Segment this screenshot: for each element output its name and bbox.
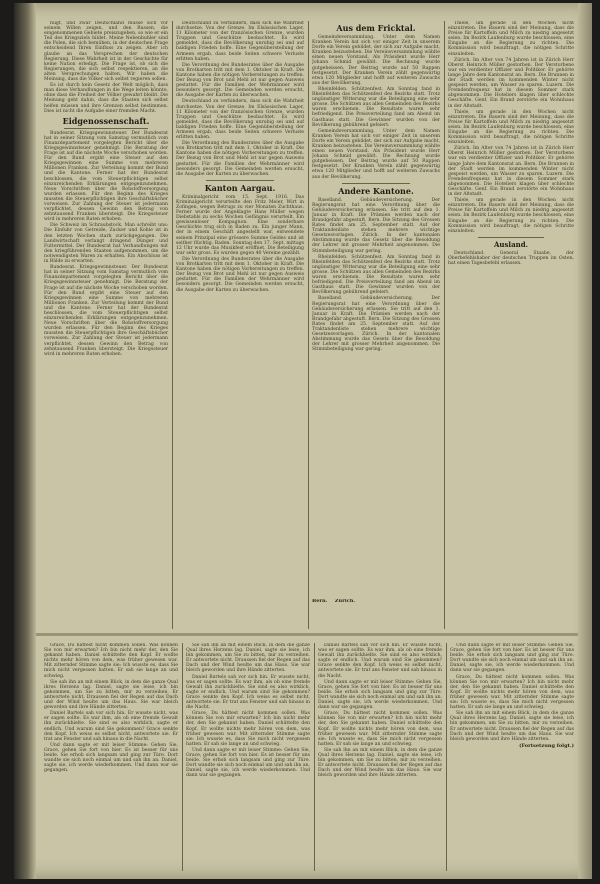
column-2: [176, 21, 304, 629]
story-text: Sie sah ihn an mit einem Blick, in dem die ganze Qual ihres Herzens lag. Daniel, sagte sie leise, ich bin gekommen, um Sie zu bitten, mir zu verzeihen. Er antwortete nicht. Draussen fiel der Regen auf das Dach und der Wind heulte um das Haus. Sie war bleich geworden und ihre Hände zitterten.: [44, 679, 178, 711]
feuilleton-col-2: [186, 643, 310, 871]
article-text: Die Verordnung des Bundesrates über die Ausgabe von Brotkarten tritt mit dem 1. Oktober in Kraft. Die Kantone haben die nötigen Vorbereitungen zu treffen. Der Bezug von Brot und Mehl ist nur gegen Ausweis gestattet. Für die Familien der Wehrmänner wird besonders gesorgt. Die Gemeinden werden ersucht, die Ausgabe der Karten zu überwachen.: [176, 62, 304, 99]
story-text: Grace, Du hättest nicht kommen sollen. Was können Sie von mir erwarten? Ich bin nicht mehr der, den Sie gekannt haben. Daniel schüttelte den Kopf. Er wollte nichts mehr hören von dem, was früher gewesen war. Mit zitternder Stimme sagte sie: Ich wusste es, dass Sie mich nicht vergessen hatten. Er sah sie lange an und schwieg.: [450, 674, 574, 711]
article-text: Die Schweiz im Schraubstock. Man schreibt uns: Die Einfuhr von Getreide, Zucker und Kohle ist in den letzten Wochen stark zurückgegangen. Die Landwirtschaft verlangt dringend Dünger und Futtermittel. Der Bundesrat hat Verhandlungen mit den kriegführenden Staaten aufgenommen, um die notwendigsten Waren zu erhalten. Ein Abschluss ist in Bälde zu erwarten.: [44, 223, 168, 265]
story-text: Daniel Bartels sah vor sich hin. Er wusste nicht, was er sagen sollte. Es war ihm, als ob eine fremde Gewalt ihn zurückhielte. Sie sind es also wirklich, sagte er endlich. Und warum sind Sie gekommen? Grace senkte den Kopf. Ich weiss es selbst nicht, antwortete sie. Er trat ans Fenster und sah hinaus in die Nacht.: [318, 643, 442, 679]
story-text: Sie sah ihn an mit einem Blick, in dem die ganze Qual ihres Herzens lag. Daniel, sagte sie leise, ich bin gekommen, um Sie zu bitten, mir zu verzeihen. Er antwortete nicht. Draussen fiel der Regen auf das Dach und der Wind heulte um das Haus. Sie war bleich geworden und ihre Hände zitterten.: [186, 643, 310, 674]
story-text: Und dann sagte er mit leiser Stimme: Gehen Sie, Grace, gehen Sie fort von hier. Es ist besser für uns beide. Sie erhob sich langsam und ging zur Türe. Dort wandte sie sich noch einmal um und sah ihn an. Daniel, sagte sie, ich werde wiederkommen. Und dann war sie gegangen.: [450, 643, 574, 674]
column-1: [44, 21, 168, 629]
column-rule: [314, 643, 315, 871]
headline-eidgenossenschaft: Eidgenossenschaft.: [62, 115, 150, 126]
article-text: Die Verordnung des Bundesrates über die Ausgabe von Brotkarten tritt mit dem 1. Oktober in Kraft. Die Kantone haben die nötigen Vorbereitungen zu treffen. Der Bezug von Brot und Mehl ist nur gegen Ausweis gestattet. Für die Familien der Wehrmänner wird besonders gesorgt. Die Gemeinden werden ersucht, die Ausgabe der Karten zu überwachen.: [176, 256, 304, 293]
headline-underline: [64, 128, 148, 129]
article-text: Rheinfelden. Schützenfest. Am Sonntag fand in Rheinfelden das Schützenfest des Bezirks statt. Trotz ungünstiger Witterung war die Beteiligung eine sehr grosse. Die Schützen aus allen Gemeinden des Bezirks waren erschienen. Die Resultate waren sehr befriedigend. Die Preisverteilung fand am Abend im Gasthaus statt. Die Gewinner wurden von der Bevölkerung gebührend gefeiert.: [312, 86, 440, 128]
article-text: Deutschland. General Staabe, der Oberbefehlshaber der deutschen Truppen im Osten, hat einen Tagesbefehl erlassen.: [448, 250, 574, 267]
column-rule: [444, 21, 445, 629]
feuilleton-col-3: [318, 643, 442, 871]
subhead-zuerich: Zürich.: [334, 599, 356, 604]
article-text: Die Verordnung des Bundesrates über die Ausgabe von Brotkarten tritt mit dem 1. Oktober in Kraft. Die Kantone haben die nötigen Vorbereitungen zu treffen. Der Bezug von Brot und Mehl ist nur gegen Ausweis gestattet. Für die Familien der Wehrmänner wird besonders gesorgt. Die Gemeinden werden ersucht, die Ausgabe der Karten zu überwachen.: [176, 141, 304, 177]
section-rule: [342, 183, 410, 184]
story-text: Daniel Bartels sah vor sich hin. Er wusste nicht, was er sagen sollte. Es war ihm, als ob eine fremde Gewalt ihn zurückhielte. Sie sind es also wirklich, sagte er endlich. Und warum sind Sie gekommen? Grace senkte den Kopf. Ich weiss es selbst nicht, antwortete sie. Er trat ans Fenster und sah hinaus in die Nacht.: [44, 711, 178, 742]
feuilleton-col-4: [450, 643, 574, 871]
section-rule: [206, 180, 274, 181]
subhead-row: [312, 599, 440, 613]
book-spine: [14, 3, 36, 879]
subhead-bern: Bern.: [312, 599, 328, 604]
article-text: Deutschland zu verhindern, dass sich die Wahrheit durchsetze. Von der Grenze. Im Elsässischen Lager, 11 Kilometer von der französischen Grenze, wurden Truppen und Geschütze beobachtet. Es wird gemeldet, dass die Bevölkerung unruhig sei und auf baldigen Frieden hoffe. Eine Gegenüberstellung der Armeen ergab, dass beide Seiten schwere Verluste erlitten haben.: [176, 99, 304, 141]
article-text: Es ist durch kein Gesetz der Welt möglich, dass man diese Verhandlungen in die Wege leiten könnte, ohne dass die Freiheit der Völker gewahrt bleibt. Die Meinung geht dahin, dass die Staaten sich selbst helfen müssen und ihre Grenzen selbst bestimmen. Dies ist nicht die Aufgabe einer fremden Macht.: [44, 83, 168, 114]
column-4: [448, 21, 574, 629]
headline-kanton-aargau: Kanton Aargau.: [204, 182, 276, 193]
feuilleton-col-1: [44, 643, 178, 871]
column-3: [312, 21, 440, 629]
article-text: Kriminalgericht vom 15. Sept. 1916. Das Kriminalgericht verurteilte den Fritz Meier, Wirt in Zofingen, wegen Betrugs zu vier Monaten Zuchthaus. Ferner wurde der Angeklagte Hans Müller wegen Diebstahls zu sechs Wochen Gefängnis verurteilt. Ein gewissenloser Kompagnon. Eine sonderbare Geschichte trug sich in Baden zu. Ein junger Mann, der in einem Geschäft angestellt war, entwendete seinem Prinzipal eine grössere Summe Geldes und ist seither flüchtig. Baden. Sonntag den 17. Sept. mittags 12 Uhr wurde das Musikfest eröffnet. Die Beteiligung war sehr gross. Es wurden gegen 40 Vereine gezählt.: [176, 194, 304, 256]
article-text: Baselland. Gebäudeversicherung. Der Regierungsrat hat eine Verordnung über die Gebäudeversicherung erlassen. Sie tritt auf den 1. Januar in Kraft. Die Prämien werden nach der Brandgefahr abgestuft. Bern. Die Sitzung des Grossen Rates findet am 25. September statt. Auf der Traktandenliste stehen mehrere wichtige Gesetzesvorlagen. Zürich. In der kantonalen Abstimmung wurde das Gesetz über die Besoldung der Lehrer mit grosser Mehrheit angenommen. Die Stimmbeteiligung war gering.: [312, 197, 440, 254]
headline-aus-dem-fricktal: Aus dem Fricktal.: [336, 23, 416, 33]
article-text: Deutschland zu verhindern, dass sich die Wahrheit durchsetze. Von der Grenze. Im Elsässischen Lager, 11 Kilometer von der französischen Grenze, wurden Truppen und Geschütze beobachtet. Es wird gemeldet, dass die Bevölkerung unruhig sei und auf baldigen Frieden hoffe. Eine Gegenüberstellung der Armeen ergab, dass beide Seiten schwere Verluste erlitten haben.: [176, 21, 304, 62]
story-text: Sie sah ihn an mit einem Blick, in dem die ganze Qual ihres Herzens lag. Daniel, sagte sie leise, ich bin gekommen, um Sie zu bitten, mir zu verzeihen. Er antwortete nicht. Draussen fiel der Regen auf das Dach und der Wind heulte um das Haus. Sie war bleich geworden und ihre Hände zitterten.: [318, 747, 442, 779]
story-text: Grace, Du hättest nicht kommen sollen. Was können Sie von mir erwarten? Ich bin nicht mehr der, den Sie gekannt haben. Daniel schüttelte den Kopf. Er wollte nichts mehr hören von dem, was früher gewesen war. Mit zitternder Stimme sagte sie: Ich wusste es, dass Sie mich nicht vergessen hatten. Er sah sie lange an und schwieg.: [44, 643, 178, 679]
article-text: Gemeindeversammlung. Unter dem Namen Kranken Verein hat sich vor einiger Zeit in unserem Dorfe ein Verein gebildet, der sich zur Aufgabe macht, Kranken beizustehen. Die Vereinsversammlung wählte einen neuen Vorstand. Als Präsident wurde Herr Johann Schmid gewählt. Die Rechnung wurde gutgeheissen. Der Beitrag wurde auf 50 Rappen festgesetzt. Der Kranken Verein zählt gegenwärtig etwa 120 Mitglieder und hofft auf weiteren Zuwachs aus der Bevölkerung.: [312, 35, 440, 86]
article-text: Thiele, um gerade in den Wochen nicht einzutreten. Die Bauern sind der Meinung, dass die Preise für Kartoffeln und Milch zu niedrig angesetzt seien. Im Bezirk Laufenburg wurde beschlossen, eine Eingabe an die Regierung zu richten. Die Kommission wird beauftragt, die nötigen Schritte einzuleiten.: [448, 109, 574, 146]
headline-andere-kantone: Andere Kantone.: [338, 185, 414, 196]
column-rule: [446, 643, 447, 871]
article-text: Gemeindeversammlung. Unter dem Namen Kranken Verein hat sich vor einiger Zeit in unserem Dorfe ein Verein gebildet, der sich zur Aufgabe macht, Kranken beizustehen. Die Vereinsversammlung wählte einen neuen Vorstand. Als Präsident wurde Herr Johann Schmid gewählt. Die Rechnung wurde gutgeheissen. Der Beitrag wurde auf 50 Rappen festgesetzt. Der Kranken Verein zählt gegenwärtig etwa 120 Mitglieder und hofft auf weiteren Zuwachs aus der Bevölkerung.: [312, 128, 440, 180]
article-text: Zürich. Im Alter von 74 Jahren ist in Zürich Herr Oberst Heinrich Müller gestorben. Der Verstorbene war ein verdienter Offizier und Politiker. Er gehörte lange Jahre dem Kantonsrat an. Bern. Die Brunnen in der Stadt werden im kommenden Winter nicht gespeist werden, um Wasser zu sparen. Luzern. Die Fremdenfrequenz hat in diesem Sommer stark abgenommen. Die Hoteliers klagen über schlechte Geschäfte. Genf. Ein Brand zerstörte ein Wohnhaus in der Altstadt.: [448, 146, 574, 198]
article-text: Thiele, um gerade in den Wochen nicht einzutreten. Die Bauern sind der Meinung, dass die Preise für Kartoffeln und Milch zu niedrig angesetzt seien. Im Bezirk Laufenburg wurde beschlossen, eine Eingabe an die Regierung zu richten. Die Kommission wird beauftragt, die nötigen Schritte einzuleiten.: [448, 198, 574, 234]
continuation-note: (Fortsetzung folgt.): [519, 742, 574, 749]
section-rule: [478, 237, 544, 238]
headline-ausland: Ausland.: [493, 239, 529, 249]
article-text: nügt, und zwar Deutschland müsse sich vor seinem Willen zeigen, und den Russen, die eingenommenen Gebiete preiszugeben, so wie er ein Teil des Kriegsziels bildet. Meine Nebenbuhler sind die Polen, die sich bemühen, in der deutschen Frage entscheidend Ihren Einfluss zu zeigen. Aber ich glaube an das Versprechen der deutschen Regierung. Diese Wahrheit ist in der Geschichte für keine Nation erledigt. Die Frage ist, ob sich die Regierungen, die sich selbst respektieren, an die alten Versprechungen halten. Wir haben die Meinung, dass die Völker sich selbst regieren sollen.: [44, 21, 168, 83]
newspaper-page: [14, 3, 592, 879]
story-text: Und dann sagte er mit leiser Stimme: Gehen Sie, Grace, gehen Sie fort von hier. Es ist besser für uns beide. Sie erhob sich langsam und ging zur Türe. Dort wandte sie sich noch einmal um und sah ihn an. Daniel, sagte sie, ich werde wiederkommen. Und dann war sie gegangen.: [186, 747, 310, 779]
column-rule: [182, 643, 183, 871]
story-text: Grace, Du hättest nicht kommen sollen. Was können Sie von mir erwarten? Ich bin nicht mehr der, den Sie gekannt haben. Daniel schüttelte den Kopf. Er wollte nichts mehr hören von dem, was früher gewesen war. Mit zitternder Stimme sagte sie: Ich wusste es, dass Sie mich nicht vergessen hatten. Er sah sie lange an und schwieg.: [186, 711, 310, 747]
story-text: Sie sah ihn an mit einem Blick, in dem die ganze Qual ihres Herzens lag. Daniel, sagte sie leise, ich bin gekommen, um Sie zu bitten, mir zu verzeihen. Er antwortete nicht. Draussen fiel der Regen auf das Dach und der Wind heulte um das Haus. Sie war bleich geworden und ihre Hände zitterten.: [450, 711, 574, 742]
page-edge: [578, 3, 592, 879]
story-text: Grace, Du hättest nicht kommen sollen. Was können Sie von mir erwarten? Ich bin nicht mehr der, den Sie gekannt haben. Daniel schüttelte den Kopf. Er wollte nichts mehr hören von dem, was früher gewesen war. Mit zitternder Stimme sagte sie: Ich wusste es, dass Sie mich nicht vergessen hatten. Er sah sie lange an und schwieg.: [318, 711, 442, 747]
column-rule: [172, 21, 173, 629]
fold-rule: [36, 633, 578, 636]
article-text: Baselland. Gebäudeversicherung. Der Regierungsrat hat eine Verordnung über die Gebäudeversicherung erlassen. Sie tritt auf den 1. Januar in Kraft. Die Prämien werden nach der Brandgefahr abgestuft. Bern. Die Sitzung des Grossen Rates findet am 25. September statt. Auf der Traktandenliste stehen mehrere wichtige Gesetzesvorlagen. Zürich. In der kantonalen Abstimmung wurde das Gesetz über die Besoldung der Lehrer mit grosser Mehrheit angenommen. Die Stimmbeteiligung war gering.: [312, 296, 440, 353]
story-text: Daniel Bartels sah vor sich hin. Er wusste nicht, was er sagen sollte. Es war ihm, als ob eine fremde Gewalt ihn zurückhielte. Sie sind es also wirklich, sagte er endlich. Und warum sind Sie gekommen? Grace senkte den Kopf. Ich weiss es selbst nicht, antwortete sie. Er trat ans Fenster und sah hinaus in die Nacht.: [186, 674, 310, 711]
article-text: Bundesrat. Kriegsgewinnsteuer. Der Bundesrat hat in seiner Sitzung vom Samstag vermutlich vom Finanzdepartement vorgelegten Bericht über die Kriegsgewinnsteuer genehmigt. Die Beratung der Frage ist auf die nächste Woche verschoben worden. Für den Bund ergibt eine Steuer auf den Kriegsgewinnen eine Summe von mehreren Millionen Franken. Zur Verteilung kommt der Bund und die Kantone. Ferner hat der Bundesrat beschlossen, die vom Steuerpflichtigen selbst einzureichenden Erklärungen entgegenzunehmen. Neue Vorschriften über die Rohstoffversorgung wurden erlassen. Für den Beginn des Krieges mussten die Steuerpflichtigen ihre Geschäftsbücher vorweisen. Zur Zahlung der Steuer ist jedermann verpflichtet, dessen Gewinn den Betrag von zehntausend Franken übersteigt. Die Kriegssteuer wird in mehreren Raten erhoben.: [44, 130, 168, 223]
article-text: Thiele, um gerade in den Wochen nicht einzutreten. Die Bauern sind der Meinung, dass die Preise für Kartoffeln und Milch zu niedrig angesetzt seien. Im Bezirk Laufenburg wurde beschlossen, eine Eingabe an die Regierung zu richten. Die Kommission wird beauftragt, die nötigen Schritte einzuleiten.: [448, 21, 574, 57]
story-text: Und dann sagte er mit leiser Stimme: Gehen Sie, Grace, gehen Sie fort von hier. Es ist besser für uns beide. Sie erhob sich langsam und ging zur Türe. Dort wandte sie sich noch einmal um und sah ihn an. Daniel, sagte sie, ich werde wiederkommen. Und dann war sie gegangen.: [318, 679, 442, 711]
column-rule: [308, 21, 309, 629]
article-text: Bundesrat. Kriegsgewinnsteuer. Der Bundesrat hat in seiner Sitzung vom Samstag vermutlich vom Finanzdepartement vorgelegten Bericht über die Kriegsgewinnsteuer genehmigt. Die Beratung der Frage ist auf die nächste Woche verschoben worden. Für den Bund ergibt eine Steuer auf den Kriegsgewinnen eine Summe von mehreren Millionen Franken. Zur Verteilung kommt der Bund und die Kantone. Ferner hat der Bundesrat beschlossen, die vom Steuerpflichtigen selbst einzureichenden Erklärungen entgegenzunehmen. Neue Vorschriften über die Rohstoffversorgung wurden erlassen. Für den Beginn des Krieges mussten die Steuerpflichtigen ihre Geschäftsbücher vorweisen. Zur Zahlung der Steuer ist jedermann verpflichtet, dessen Gewinn den Betrag von zehntausend Franken übersteigt. Die Kriegssteuer wird in mehreren Raten erhoben.: [44, 265, 168, 357]
article-text: Zürich. Im Alter von 74 Jahren ist in Zürich Herr Oberst Heinrich Müller gestorben. Der Verstorbene war ein verdienter Offizier und Politiker. Er gehörte lange Jahre dem Kantonsrat an. Bern. Die Brunnen in der Stadt werden im kommenden Winter nicht gespeist werden, um Wasser zu sparen. Luzern. Die Fremdenfrequenz hat in diesem Sommer stark abgenommen. Die Hoteliers klagen über schlechte Geschäfte. Genf. Ein Brand zerstörte ein Wohnhaus in der Altstadt.: [448, 57, 574, 109]
story-text: Und dann sagte er mit leiser Stimme: Gehen Sie, Grace, gehen Sie fort von hier. Es ist besser für uns beide. Sie erhob sich langsam und ging zur Türe. Dort wandte sie sich noch einmal um und sah ihn an. Daniel, sagte sie, ich werde wiederkommen. Und dann war sie gegangen.: [44, 742, 178, 774]
article-text: Rheinfelden. Schützenfest. Am Sonntag fand in Rheinfelden das Schützenfest des Bezirks statt. Trotz ungünstiger Witterung war die Beteiligung eine sehr grosse. Die Schützen aus allen Gemeinden des Bezirks waren erschienen. Die Resultate waren sehr befriedigend. Die Preisverteilung fand am Abend im Gasthaus statt. Die Gewinner wurden von der Bevölkerung gebührend gefeiert.: [312, 254, 440, 296]
